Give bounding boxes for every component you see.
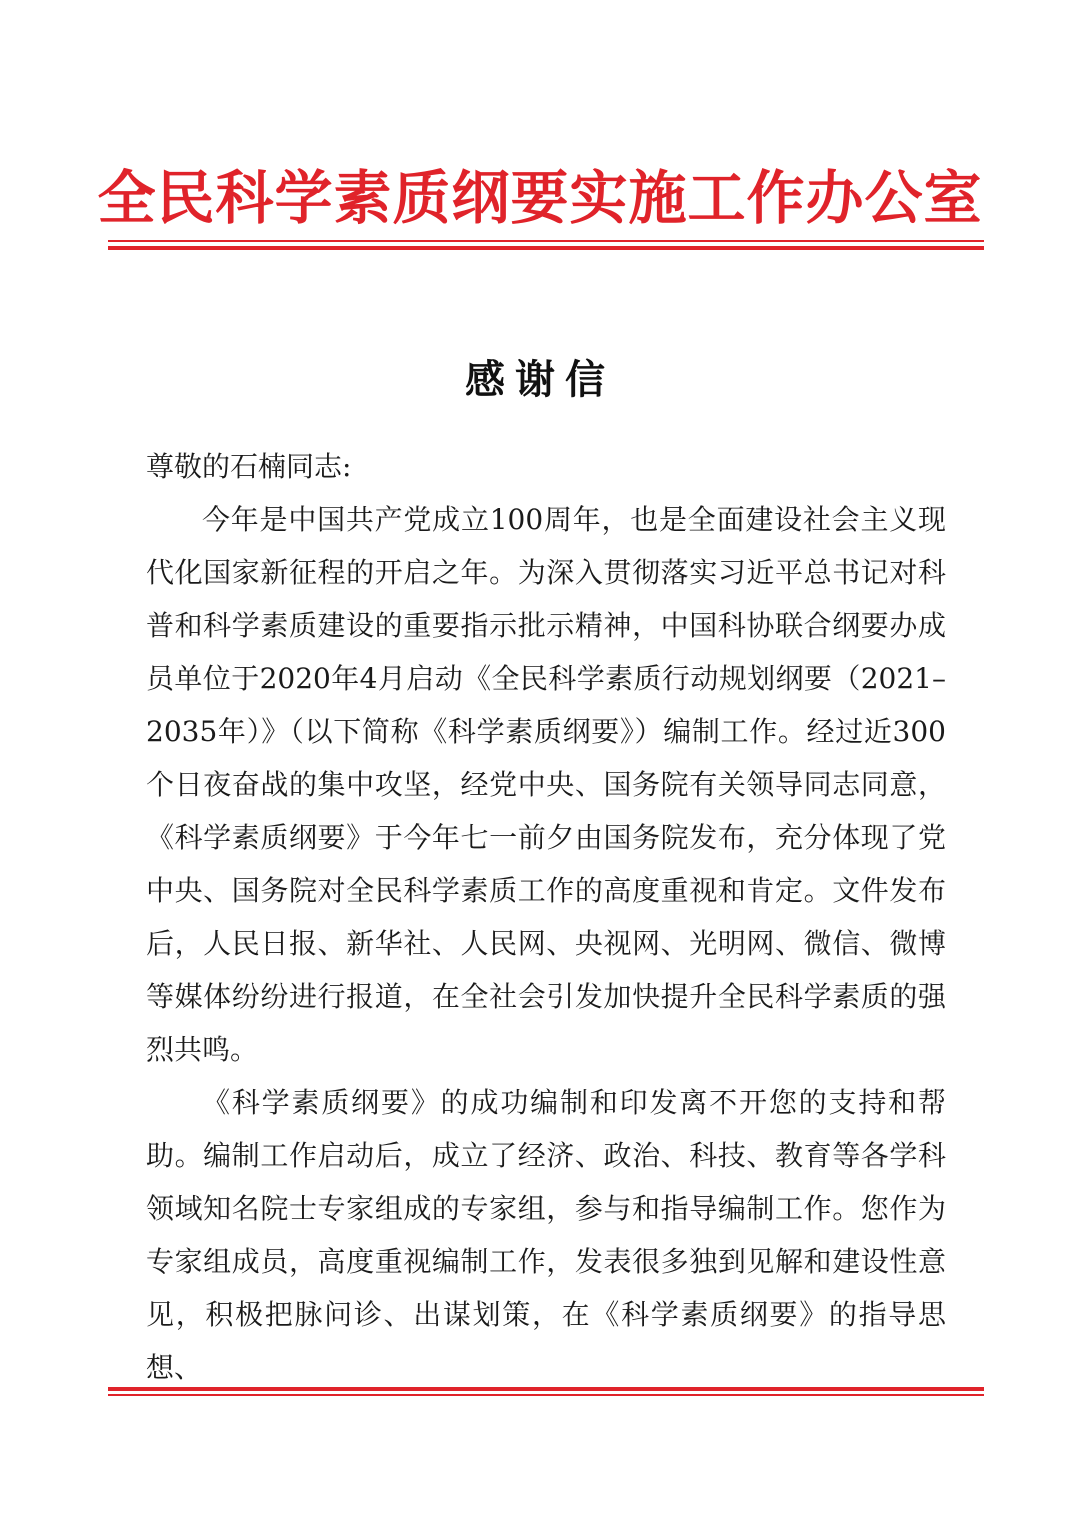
letter-paragraph: 今年是中国共产党成立100周年，也是全面建设社会主义现代化国家新征程的开启之年。为深入贯彻落实习近平总书记对科普和科学素质建设的重要指示批示精神，中国科协联合纲要办成员单位于2020年4月启动《全民科学素质行动规划纲要（2021–2035年）》（以下简称《科学素质纲要》）编制工作。经过近300个日夜奋战的集中攻坚，经党中央、国务院有关领导同志同意，《科学素质纲要》于今年七一前夕由国务院发布，充分体现了党中央、国务院对全民科学素质工作的高度重视和肯定。文件发布后，人民日报、新华社、人民网、央视网、光明网、微信、微博等媒体纷纷进行报道，在全社会引发加快提升全民科学素质的强烈共鸣。 <box>146 503 946 1066</box>
letter-paragraph: 《科学素质纲要》的成功编制和印发离不开您的支持和帮助。编制工作启动后，成立了经济、政治、科技、教育等各学科领域知名院士专家组成的专家组，参与和指导编制工作。您作为专家组成员，高度重视编制工作，发表很多独到见解和建设性意见，积极把脉问诊、出谋划策，在《科学素质纲要》的指导思想、 <box>146 1086 946 1384</box>
footer-rule-thin <box>108 1394 984 1396</box>
footer-rule-thick <box>108 1387 984 1391</box>
letterhead-rule-thick <box>108 246 984 250</box>
letter-salutation: 尊敬的石楠同志: <box>146 450 352 483</box>
letter-body <box>146 440 946 1394</box>
letterhead-rule-thin <box>108 240 984 242</box>
letterhead-org-name: 全民科学素质纲要实施工作办公室 <box>97 164 983 232</box>
letter-title: 感谢信 <box>465 356 615 403</box>
